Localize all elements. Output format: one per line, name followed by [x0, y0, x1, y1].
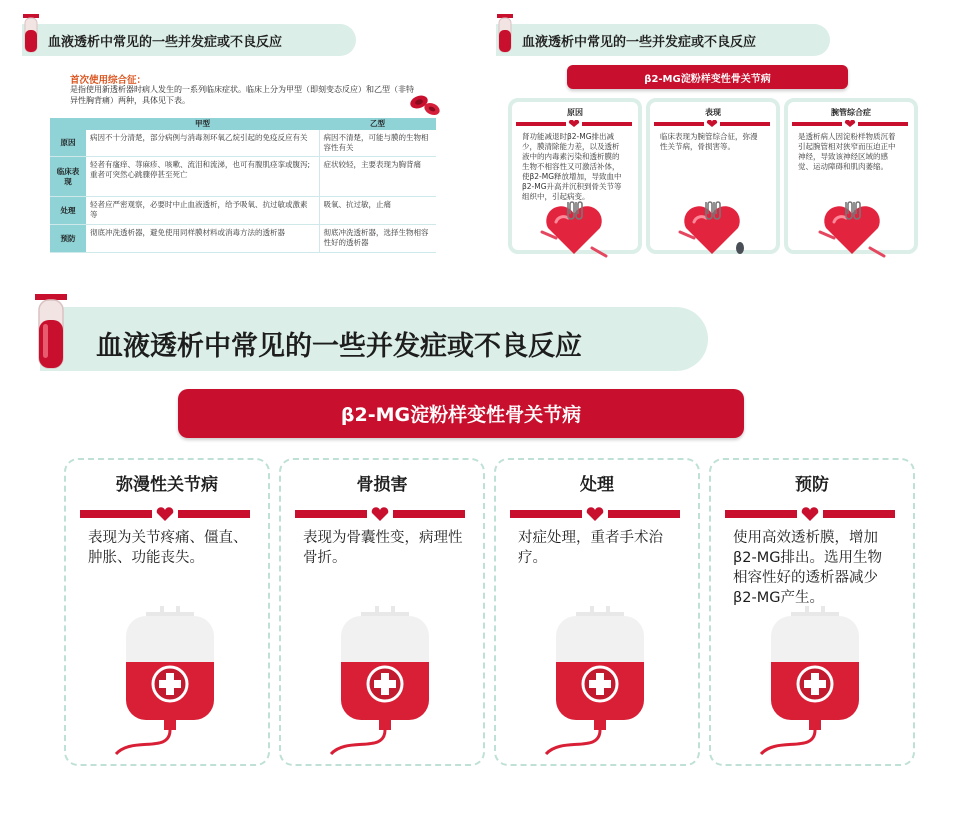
column-header-a: 甲型: [86, 118, 319, 130]
heart-divider: [516, 120, 632, 128]
heart-clip-icon: [816, 196, 888, 260]
blood-bag-icon: [112, 606, 228, 758]
table-row: [50, 157, 436, 197]
card-heading: 弥漫性关节病: [116, 475, 218, 495]
table-row: [50, 197, 436, 225]
heart-clip-icon: [538, 196, 610, 260]
card-heading: 腕管综合症: [831, 108, 871, 117]
slide3-banner: β2-MG淀粉样变性骨关节病: [178, 389, 744, 438]
row-head: 临床表现: [50, 157, 86, 197]
table-corner: [50, 118, 86, 130]
cell-b: 彻底冲洗透析器，选择生物相容性好的透析器: [319, 225, 436, 253]
card-text: 表现为关节疼痛、僵直、肿胀、功能丧失。: [88, 530, 248, 566]
card-heading: 处理: [580, 475, 614, 495]
card-text: 对症处理，重者手术治疗。: [518, 530, 663, 566]
row-head: 原因: [50, 130, 86, 157]
card-heading: 表现: [705, 108, 721, 117]
card-heading: 原因: [567, 108, 583, 117]
table-row: [50, 225, 436, 253]
row-head: 预防: [50, 225, 86, 253]
test-tube-icon: [22, 14, 40, 56]
card-text: 肾功能减退时β2-MG排出减少，膜清除能力差，以及透析液中的内毒素污染和透析膜的生物不相容性又可激活补体，使β2-MG释放增加，导致血中β2-MG升高并沉积到骨关节等组织中，引起病变。: [522, 132, 622, 201]
heart-clip-icon: [676, 196, 748, 260]
card-text: 临床表现为腕管综合征，弥漫性关节病，骨损害等。: [660, 132, 758, 151]
table-row: [50, 130, 436, 157]
blood-cells-icon: [408, 92, 442, 118]
first-use-syndrome-table: [50, 118, 436, 253]
heart-divider: [510, 506, 680, 522]
card-heading: 预防: [795, 475, 829, 495]
cell-a: 轻者应严密观察，必要时中止血液透析，给予吸氧、抗过敏或激素等: [86, 197, 319, 225]
slide2-banner: β2-MG淀粉样变性骨关节病: [567, 65, 848, 89]
blood-bag-icon: [542, 606, 658, 758]
row-head: 处理: [50, 197, 86, 225]
card-text: 使用高效透析膜，增加β2-MG排出。选用生物相容性好的透析器减少β2-MG产生。: [733, 530, 882, 606]
test-tube-icon: [34, 294, 68, 372]
cell-b: 病因不清楚，可能与膜的生物相容性有关: [319, 130, 436, 157]
heart-divider: [295, 506, 465, 522]
heart-divider: [80, 506, 250, 522]
cell-a: 轻者有瘙痒、荨麻疹、咳嗽、流泪和流涕，也可有腹肌痉挛或腹泻;重者可突然心跳骤停甚至死亡: [86, 157, 319, 197]
cell-a: 病因不十分清楚，部分病例与消毒剂环氧乙烷引起的免疫反应有关: [86, 130, 319, 157]
cell-b: 症状较轻，主要表现为胸背痛: [319, 157, 436, 197]
blood-bag-icon: [757, 606, 873, 758]
slide3-title: 血液透析中常见的一些并发症或不良反应: [96, 331, 582, 362]
slide2-title: 血液透析中常见的一些并发症或不良反应: [522, 35, 757, 50]
column-header-b: 乙型: [319, 118, 436, 130]
card-text: 是透析病人因淀粉样物质沉着引起腕管相对狭窄而压迫正中神经，导致该神经区域的感觉、运动障碍和肌肉萎缩。: [798, 132, 896, 171]
test-tube-icon: [496, 14, 514, 56]
heart-divider: [654, 120, 770, 128]
slide1-title: 血液透析中常见的一些并发症或不良反应: [48, 35, 283, 50]
cell-a: 彻底冲洗透析器，避免使用同样膜材料或消毒方法的透析器: [86, 225, 319, 253]
card-text: 表现为骨囊性变，病理性骨折。: [303, 530, 463, 566]
intro-text: 是指使用新透析器时病人发生的一系列临床症状。临床上分为甲型（即刻变态反应）和乙型（非特异性胸背痛）两种，具体见下表。: [70, 85, 414, 105]
table-header-row: [50, 118, 436, 130]
intro-title: 首次使用综合征：: [70, 75, 147, 86]
cell-b: 吸氧、抗过敏，止痛: [319, 197, 436, 225]
card-heading: 骨损害: [356, 475, 408, 495]
blood-bag-icon: [327, 606, 443, 758]
heart-divider: [725, 506, 895, 522]
heart-divider: [792, 120, 908, 128]
